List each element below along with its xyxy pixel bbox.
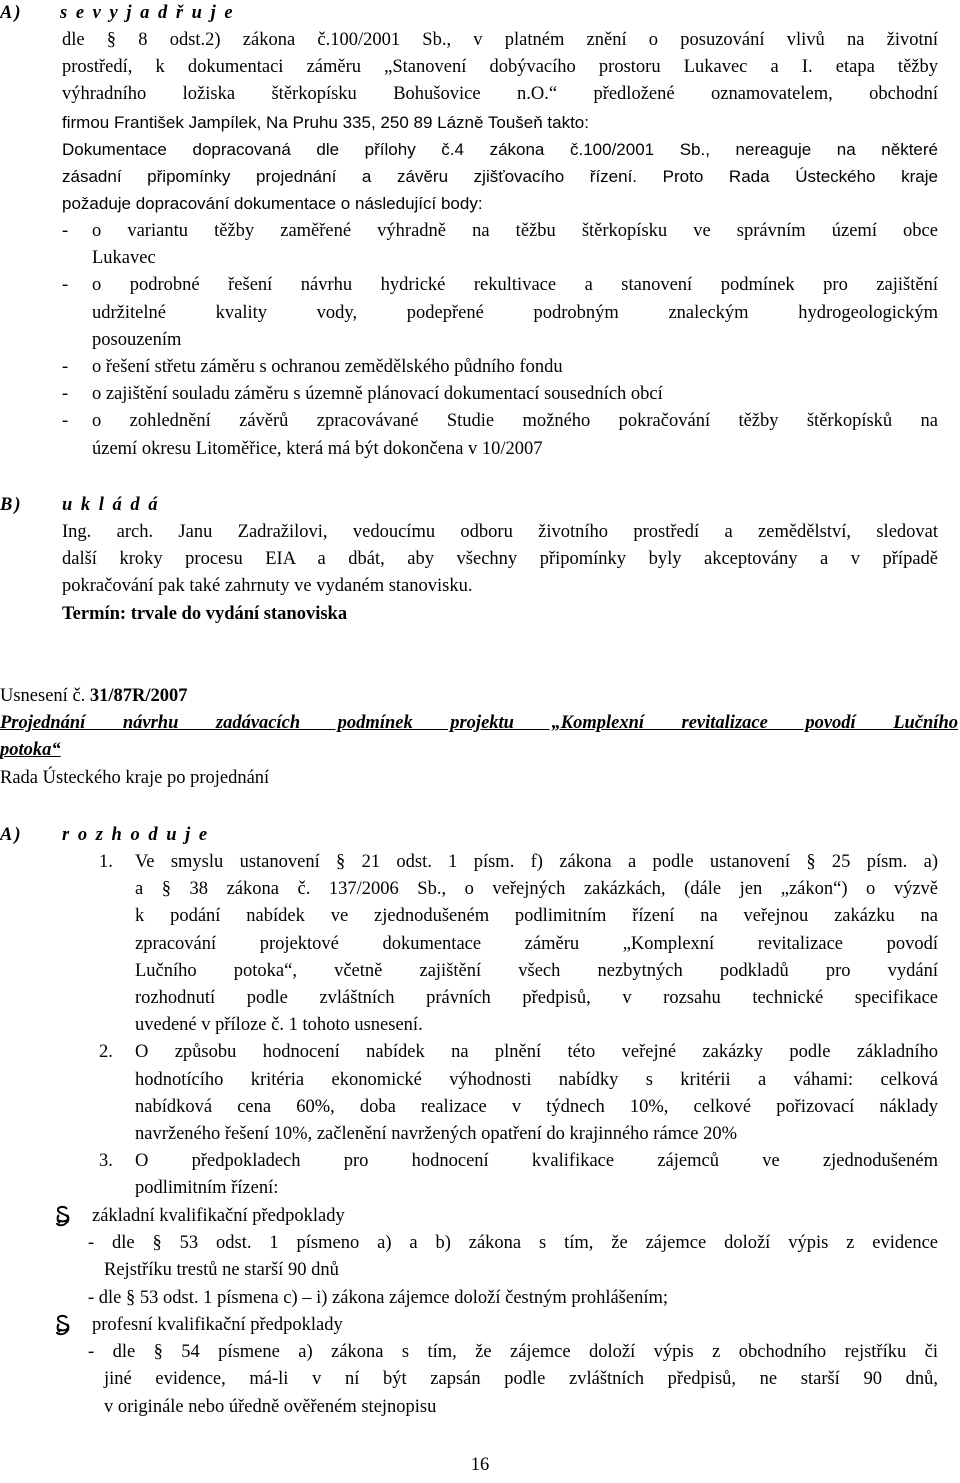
resolution-number — [0, 683, 960, 710]
qualification-title: profesní kvalifikační předpoklady — [92, 1315, 343, 1335]
resolution-heading — [0, 683, 960, 792]
decision-item — [99, 1039, 938, 1148]
list-item — [62, 272, 938, 354]
section-label: B) — [0, 495, 23, 515]
paragraph-line: pokračování pak také zahrnuty ve vydaném stanovisku. — [62, 576, 473, 597]
dash-bullet: - — [62, 221, 69, 241]
dash-bullet: - — [62, 384, 69, 405]
list-item-line: Lukavec — [92, 248, 156, 269]
section-sign-bullet-icon — [52, 1205, 74, 1229]
item-line: hodnotícího kritéria ekonomické výhodnosti nabídky s kritérii a váhami: celková — [135, 1069, 938, 1090]
decision-list — [99, 849, 938, 1203]
section-label: A) — [0, 825, 23, 845]
list-item-line: území okresu Litoměřice, která má být dokončena v 10/2007 — [92, 438, 543, 459]
paragraph-line: výhradního ložiska štěrkopísku Bohušovice n.O.“ předložené oznamovatelem, obchodní — [62, 84, 938, 105]
resolution-number-label: Usnesení č. — [0, 686, 90, 706]
qualification-line: - dle § 54 písmene a) zákona s tím, že zájemce doloží výpis z obchodního rejstříku či — [88, 1342, 938, 1363]
paragraph-line: dle § 8 odst.2) zákona č.100/2001 Sb., v platném znění o posuzování vlivů na životní — [62, 30, 938, 50]
qualification-header — [62, 1203, 938, 1230]
resolution-title: potoka“ — [0, 740, 61, 761]
decision-item — [99, 1148, 938, 1202]
list-item-line: o řešení střetu záměru s ochranou zemědělského půdního fondu — [92, 357, 563, 378]
list-item — [62, 218, 938, 272]
qualification-item — [62, 1230, 938, 1284]
item-line: O způsobu hodnocení nabídek na plnění této veřejné zakázky podle základního — [135, 1042, 938, 1063]
item-line: navrženého řešení 10%, začlenění navržených opatření do krajinného rámce 20% — [135, 1124, 737, 1145]
qualification-line: v originále nebo úředně ověřeném stejnopisu — [104, 1396, 437, 1417]
qualification-item — [62, 1339, 938, 1421]
dash-bullet: - — [62, 357, 69, 378]
list-item-line: udržitelné kvality vody, podepřené podrobným znaleckým hydrogeologickým — [92, 302, 938, 323]
item-line: a § 38 zákona č. 137/2006 Sb., o veřejných zakázkách, (dále jen „zákon“) o výzvě — [135, 879, 938, 900]
section-label: A) — [0, 3, 23, 23]
paragraph-line: prostředí, k dokumentaci záměru „Stanovení dobývacího prostoru Lukavec a I. etapa těžby — [62, 57, 938, 78]
item-line: uvedené v příloze č. 1 tohoto usnesení. — [135, 1015, 423, 1036]
section-keyword: u k l á d á — [62, 495, 160, 515]
list-item-line: o zohlednění závěrů zpracovávané Studie možného pokračování těžby štěrkopísků na — [92, 411, 938, 432]
paragraph-line: požaduje dopracování dokumentace o následující body: — [62, 194, 483, 214]
list-item — [62, 408, 938, 462]
resolution-intro: Rada Ústeckého kraje po projednání — [0, 767, 270, 788]
item-number: 2. — [99, 1042, 113, 1063]
list-item-line: o zajištění souladu záměru s územně plánovací dokumentací sousedních obcí — [92, 384, 663, 405]
resolution-title: Projednání návrhu zadávacích podmínek projektu „Komplexní revitalizace povodí Lučního — [0, 713, 958, 734]
section-sign-bullet-icon — [52, 1314, 74, 1338]
qualification-line: - dle § 53 odst. 1 písmena c) – i) zákona zájemce doloží čestným prohlášením; — [88, 1287, 669, 1308]
item-number: 1. — [99, 852, 113, 872]
deadline-text: Termín: trvale do vydání stanoviska — [62, 603, 348, 624]
qualification-line: Rejstříku trestů ne starší 90 dnů — [104, 1260, 339, 1281]
item-line: nabídková cena 60%, doba realizace v týdnech 10%, celkové pořizovací náklady — [135, 1096, 938, 1117]
list-item-line: posouzením — [92, 329, 182, 350]
section-b-paragraph — [62, 519, 938, 628]
dash-bullet: - — [62, 411, 69, 432]
item-line: Ve smyslu ustanovení § 21 odst. 1 písm. f) zákona a podle ustanovení § 25 písm. a) — [135, 852, 938, 872]
item-line: zpracování projektové dokumentace záměru „Komplexní revitalizace povodí — [135, 933, 938, 954]
list-item — [62, 354, 938, 381]
qualification-line: - dle § 53 odst. 1 písmeno a) a b) zákona s tím, že zájemce doloží výpis z evidence — [88, 1233, 938, 1254]
item-number: 3. — [99, 1151, 113, 1172]
list-item-line: o podrobné řešení návrhu hydrické rekultivace a stanovení podmínek pro zajištění — [92, 275, 938, 296]
section-keyword: r o z h o d u j e — [62, 825, 210, 845]
item-line: rozhodnutí podle zvláštních právních předpisů, v rozsahu technické specifikace — [135, 988, 938, 1009]
section-keyword: s e v y j a d ř u j e — [60, 3, 235, 23]
resolution-number-value: 31/87R/2007 — [89, 686, 188, 706]
paragraph-line: firmou František Jampílek, Na Pruhu 335, 250 89 Lázně Toušeň takto: — [62, 112, 589, 132]
qualification-basic — [62, 1203, 938, 1312]
item-line: O předpokladech pro hodnocení kvalifikace zájemců ve zjednodušeném — [135, 1151, 938, 1172]
page-number: 16 — [470, 1455, 490, 1475]
paragraph-line: Ing. arch. Janu Zadražilovi, vedoucímu odboru životního prostředí a zemědělství, sledovat — [62, 522, 938, 542]
paragraph-line: další kroky procesu EIA a dbát, aby všechny připomínky byly akceptovány a v případě — [62, 549, 938, 570]
item-line: Lučního potoka“, včetně zajištění všech nezbytných podkladů pro vydání — [135, 960, 938, 981]
qualification-line: jiné evidence, má-li v ní být zapsán podle zvláštních předpisů, ne starší 90 dnů, — [104, 1369, 938, 1390]
dash-bullet: - — [62, 275, 69, 296]
item-line: k podání nabídek ve zjednodušeném podlimitním řízení na veřejnou zakázku na — [135, 906, 938, 927]
list-item — [62, 381, 938, 408]
section-a-paragraph — [62, 27, 938, 217]
decision-item — [99, 849, 938, 1039]
qualification-professional — [62, 1312, 938, 1421]
paragraph-line: zásadní připomínky projednání a závěru zjišťovacího řízení. Proto Rada Ústeckého kraje — [62, 167, 938, 187]
qualification-item — [62, 1285, 938, 1312]
qualification-header — [62, 1312, 938, 1339]
item-line: podlimitním řízení: — [135, 1178, 279, 1199]
qualification-title: základní kvalifikační předpoklady — [92, 1206, 345, 1226]
requirements-list — [62, 218, 938, 463]
list-item-line: o variantu těžby zaměřené výhradně na těžbu štěrkopísku ve správním území obce — [92, 221, 938, 241]
paragraph-line: Dokumentace dopracovaná dle přílohy č.4 zákona č.100/2001 Sb., nereaguje na některé — [62, 139, 938, 159]
